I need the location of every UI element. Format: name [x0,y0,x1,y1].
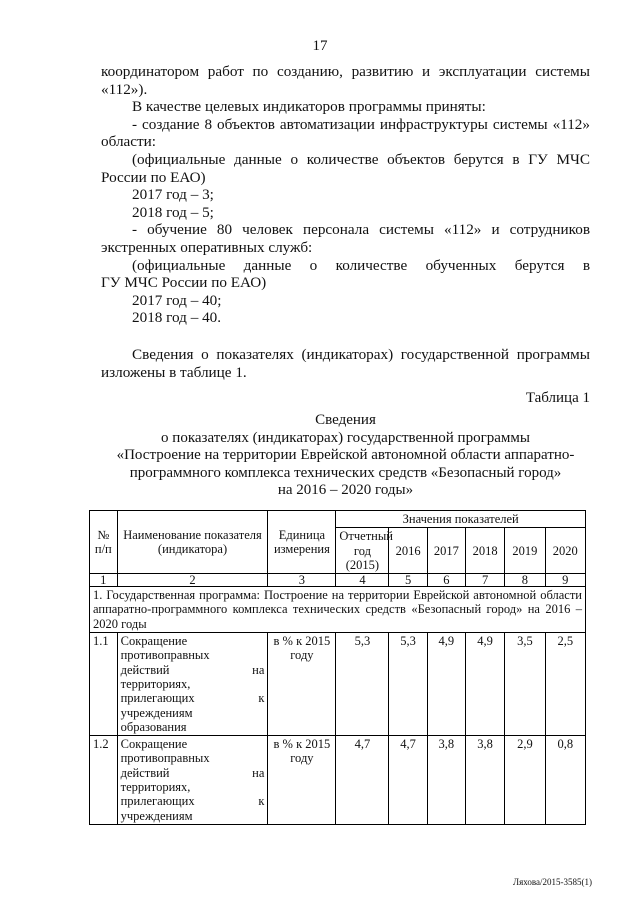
column-number: 8 [505,574,545,587]
header-report-year: Отчетный год (2015) [336,528,389,574]
row-value: 2,9 [505,736,545,825]
column-number: 6 [427,574,465,587]
paragraph: (официальные данные о количестве объектов берутся в ГУ МЧС [132,150,590,168]
row-name: Сокращение противоправных действий на территориях, прилегающих к учреждениям [117,736,268,825]
row-value: 5,3 [389,633,427,736]
paragraph: - создание 8 объектов автоматизации инфраструктуры системы «112» [132,115,590,133]
paragraph: «112»). [101,80,148,98]
paragraph: - обучение 80 человек персонала системы «112» и сотрудников [132,221,590,239]
column-number: 9 [545,574,585,587]
page-number: 17 [312,38,328,54]
header-year: 2017 [427,528,465,574]
header-values: Значения показателей [336,511,586,528]
paragraph: 2017 год – 40; [132,291,222,309]
row-value: 3,8 [427,736,465,825]
paragraph: изложены в таблице 1. [101,363,247,381]
title-line: Сведения [315,412,376,428]
body-text [101,63,590,381]
section-row [90,587,586,633]
row-value: 3,5 [505,633,545,736]
paragraph: Сведения о показателях (индикаторах) государственной программы [132,345,590,363]
table-caption: Таблица 1 [525,390,590,406]
column-number: 7 [465,574,504,587]
header-year: 2019 [505,528,545,574]
header-year: 2018 [465,528,504,574]
row-unit: в % к 2015 году [268,633,336,736]
row-value: 3,8 [465,736,504,825]
paragraph: 2018 год – 40. [132,309,222,327]
paragraph: ГУ МЧС России по ЕАО) [101,274,267,292]
header-unit: Единица измерения [268,511,336,574]
row-value: 4,9 [427,633,465,736]
paragraph: 2018 год – 5; [132,203,214,221]
paragraph: координатором работ по созданию, развитию и эксплуатации системы [101,63,590,80]
table-title [101,412,590,500]
paragraph: области: [101,133,156,151]
row-value: 5,3 [336,633,389,736]
row-value: 4,9 [465,633,504,736]
table-row [90,736,586,825]
title-line: «Построение на территории Еврейской автономной области аппаратно- [116,447,575,463]
row-value: 0,8 [545,736,585,825]
footer-code: Ляхова/2015-3585(1) [512,877,592,887]
row-num: 1.1 [90,633,118,736]
row-num: 1.2 [90,736,118,825]
paragraph: (официальные данные о количестве обученных берутся в [132,256,590,274]
header-name: Наименование показателя (индикатора) [117,511,268,574]
column-number: 1 [90,574,118,587]
title-line: на 2016 – 2020 годы» [277,482,414,498]
row-value: 2,5 [545,633,585,736]
row-unit: в % к 2015 году [268,736,336,825]
paragraph: 2017 год – 3; [132,186,214,204]
section-title: 1. Государственная программа: Построение на территории Еврейской автономной области аппаратно-программного комплекса технических средств «Безопасный город» на 2016 – 2020 годы [90,587,586,633]
row-value: 4,7 [336,736,389,825]
paragraph: экстренных оперативных служб: [101,238,313,256]
row-name: Сокращение противоправных действий на территориях, прилегающих к учреждениям образования [117,633,268,736]
table-row [90,633,586,736]
column-number: 4 [336,574,389,587]
indicators-table [89,510,586,825]
paragraph: России по ЕАО) [101,168,206,186]
row-value: 4,7 [389,736,427,825]
column-number: 3 [268,574,336,587]
column-number: 5 [389,574,427,587]
header-year: 2020 [545,528,585,574]
column-numbers-row [90,574,586,587]
header-num: № п/п [90,511,118,574]
title-line: о показателях (индикаторах) государственной программы [161,429,530,446]
column-number: 2 [117,574,268,587]
title-line: программного комплекса технических средств «Безопасный город» [129,464,562,481]
paragraph: В качестве целевых индикаторов программы приняты: [132,98,486,116]
header-year: 2016 [389,528,427,574]
